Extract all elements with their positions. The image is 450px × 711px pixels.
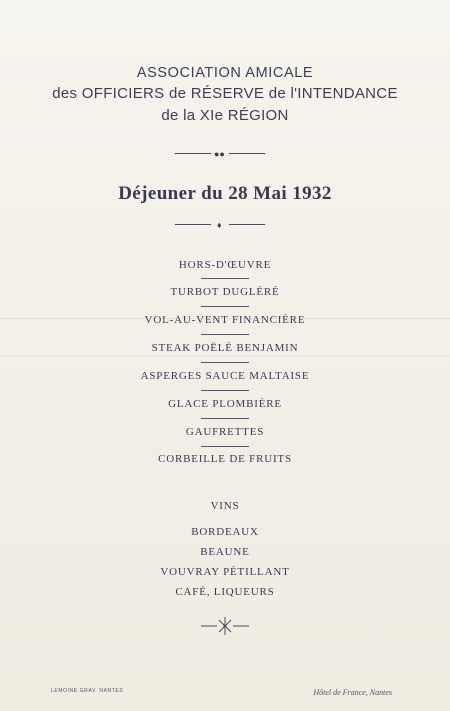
dish-item: GLACE PLOMBIÈRE [168, 398, 282, 410]
wine-item: BEAUNE [200, 546, 250, 558]
wines-heading: VINS [210, 500, 240, 512]
dish-divider [201, 334, 249, 335]
dish-divider [201, 390, 249, 391]
dish-divider [201, 446, 249, 447]
wine-item: VOUVRAY PÉTILLANT [160, 566, 290, 578]
paper-crease [0, 356, 450, 357]
page-title: Déjeuner du 28 Mai 1932 [118, 183, 332, 204]
wine-item: BORDEAUX [191, 526, 259, 538]
dish-divider [201, 362, 249, 363]
wine-item: CAFÉ, LIQUEURS [175, 586, 275, 598]
dish-divider [201, 278, 249, 279]
printer-credit: LEMOINE GRAV. NANTES [51, 688, 124, 694]
header-line-1: ASSOCIATION AMICALE [136, 65, 314, 81]
dish-divider [201, 306, 249, 307]
knot-ornament-icon: ●● [175, 150, 265, 158]
dish-item: HORS-D'ŒUVRE [178, 259, 272, 271]
flourish-star-icon [195, 611, 255, 641]
header-line-3: de la XIe RÉGION [161, 107, 289, 124]
dish-item: TURBOT DUGLÉRÉ [170, 286, 280, 298]
association-header [0, 63, 450, 127]
dish-item: ASPERGES SAUCE MALTAISE [140, 370, 310, 382]
dish-item: CORBEILLE DE FRUITS [158, 453, 292, 465]
knot-ornament-icon: ♦ [175, 221, 265, 229]
dish-divider [201, 418, 249, 419]
dish-item: GAUFRETTES [185, 426, 265, 438]
venue-credit: Hôtel de France, Nantes [313, 688, 392, 697]
dish-item: STEAK POËLÉ BENJAMIN [151, 342, 299, 354]
dish-item: VOL-AU-VENT FINANCIÈRE [144, 314, 306, 326]
header-line-2: des OFFICIERS de RÉSERVE de l'INTENDANCE [52, 85, 398, 102]
